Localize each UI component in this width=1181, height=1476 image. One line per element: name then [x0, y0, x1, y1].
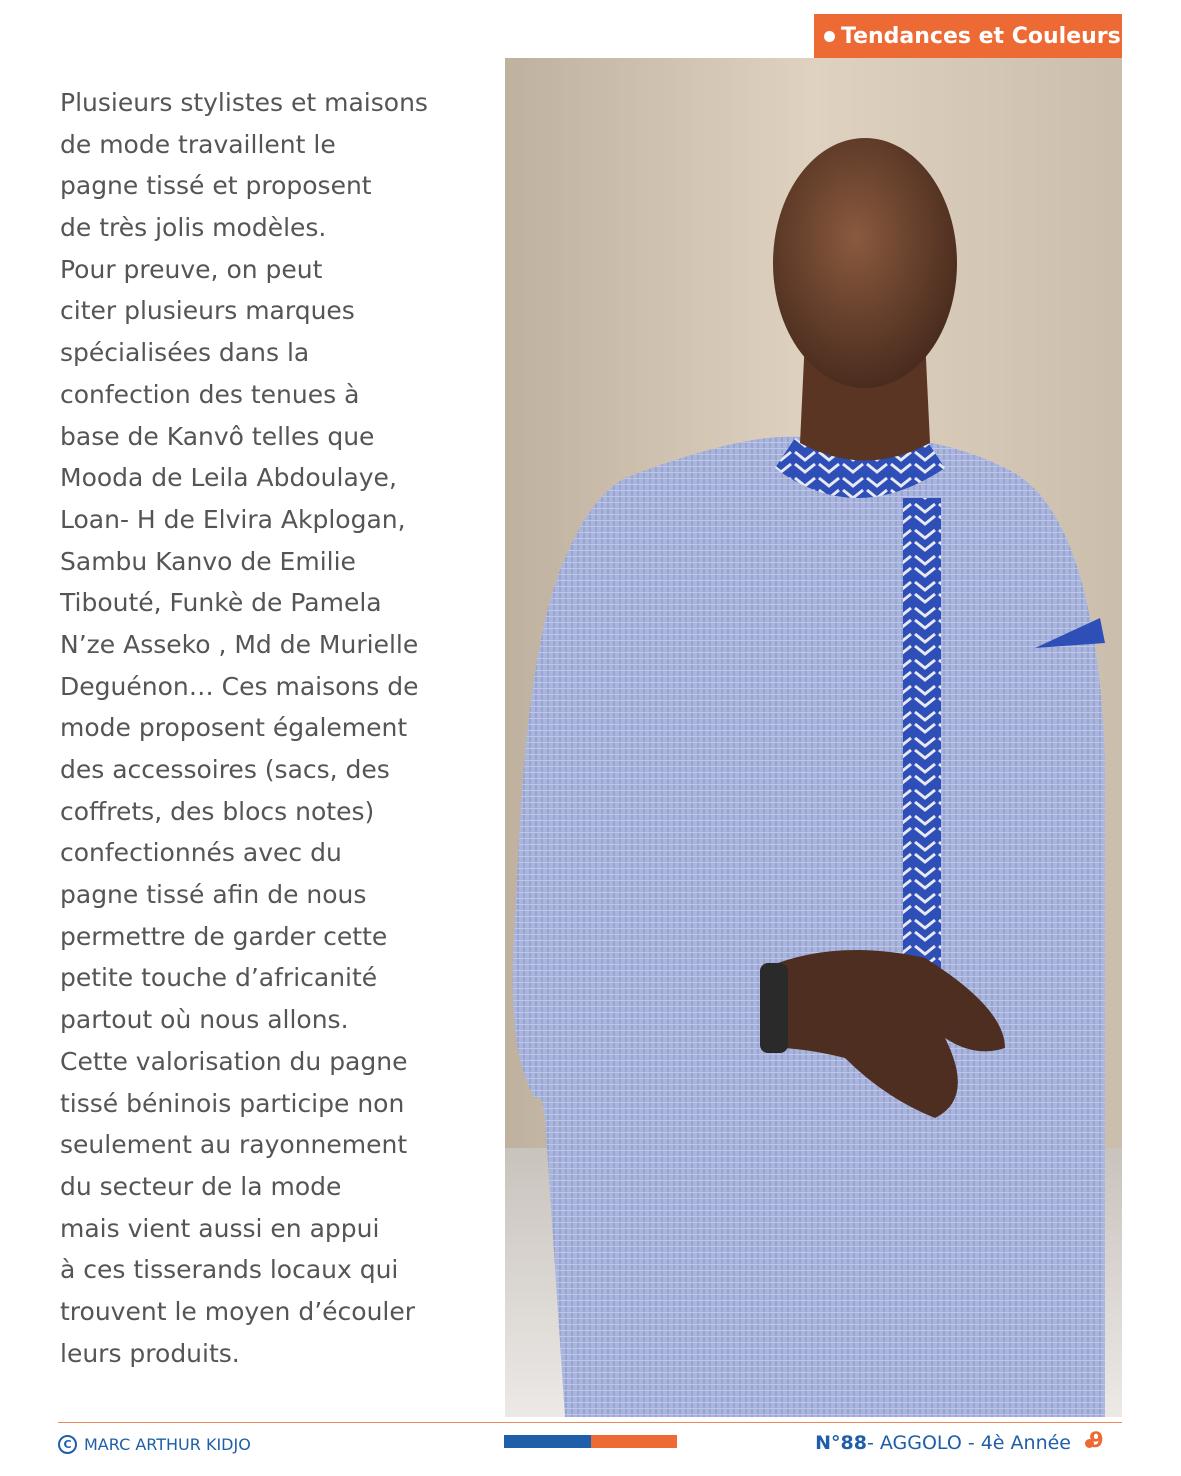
issue-number: N°88	[815, 1432, 867, 1454]
bullet-dot-icon	[824, 31, 835, 42]
article-body	[60, 82, 490, 1374]
article-line: base de Kanvô telles que	[60, 421, 375, 451]
copyright-icon: C	[58, 1435, 77, 1454]
article-line: tissé béninois participe non	[60, 1088, 405, 1118]
article-line: citer plusieurs marques	[60, 296, 355, 326]
article-line: de mode travaillent le	[60, 129, 336, 159]
section-tag	[814, 14, 1122, 58]
issue-info	[815, 1430, 1106, 1456]
section-tag-label: Tendances et Couleurs	[841, 23, 1121, 49]
article-line: partout où nous allons.	[60, 1005, 349, 1035]
article-line: pagne tissé et proposent	[60, 171, 372, 201]
article-line: leurs produits.	[60, 1338, 240, 1368]
photo-credit	[58, 1432, 251, 1456]
article-line: spécialisées dans la	[60, 338, 310, 368]
article-line: des accessoires (sacs, des	[60, 755, 390, 784]
article-line: du secteur de la mode	[60, 1171, 342, 1201]
article-line: mode proposent également	[60, 713, 408, 743]
article-line: Tibouté, Funkè de Pamela	[60, 588, 382, 618]
article-line: seulement au rayonnement	[60, 1130, 408, 1160]
footer-divider	[58, 1422, 1122, 1423]
article-line: permettre de garder cette	[60, 921, 388, 951]
article-line: mais vient aussi en appui	[60, 1213, 380, 1243]
article-line: à ces tisserands locaux qui	[60, 1255, 399, 1285]
footer-bar-blue	[504, 1435, 591, 1448]
article-line: Sambu Kanvo de Emilie	[60, 546, 356, 576]
credit-name: MARC ARTHUR KIDJO	[84, 1434, 251, 1454]
article-line: Plusieurs stylistes et maisons	[60, 88, 428, 117]
article-line: Loan- H de Elvira Akplogan,	[60, 504, 406, 534]
article-line: de très jolis modèles.	[60, 213, 327, 243]
article-line: confection des tenues à	[60, 379, 360, 409]
article-line: Mooda de Leila Abdoulaye,	[60, 463, 397, 493]
article-line: trouvent le moyen d’écouler	[60, 1296, 416, 1326]
article-line: Cette valorisation du pagne	[60, 1046, 408, 1076]
page-number: 9	[1089, 1428, 1104, 1452]
article-line: coffrets, des blocs notes)	[60, 796, 375, 826]
article-line: pagne tissé afin de nous	[60, 880, 367, 910]
article-line: N’ze Asseko , Md de Murielle	[60, 629, 419, 659]
article-line: confectionnés avec du	[60, 838, 342, 868]
article-line: Pour preuve, on peut	[60, 254, 323, 284]
footer-bar-orange	[591, 1435, 677, 1448]
issue-details: - AGGOLO - 4è Année	[866, 1432, 1071, 1454]
article-line: Deguénon… Ces maisons de	[60, 671, 419, 701]
article-line: petite touche d’africanité	[60, 963, 378, 993]
fashion-model-photo	[505, 58, 1122, 1417]
